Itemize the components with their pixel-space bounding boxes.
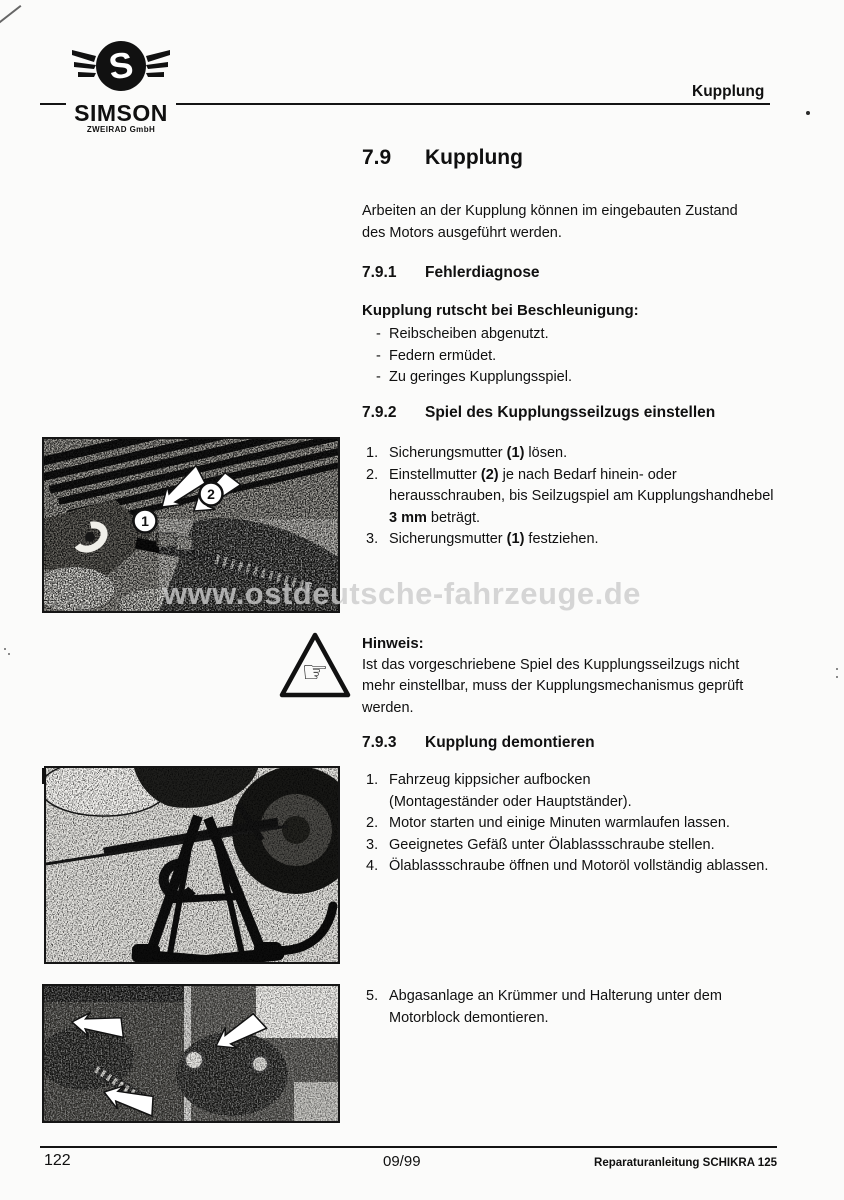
list-item-text: Reibscheiben abgenutzt. (389, 326, 549, 342)
cause-list (376, 324, 572, 389)
section-number: 7.9 (362, 146, 392, 169)
section-heading-79 (362, 146, 523, 170)
list-item (366, 813, 769, 835)
list-item (366, 856, 769, 878)
list-item-text: Fahrzeug kippsicher aufbocken (Montageständer oder Hauptständer). (389, 772, 632, 810)
footer-manual-title: Reparaturanleitung SCHIKRA 125 (594, 1157, 777, 1169)
section-heading-792 (362, 404, 715, 422)
list-item (366, 529, 775, 551)
list-item (366, 986, 769, 1029)
list-item (366, 835, 769, 857)
pointing-hand-triangle-icon (276, 630, 354, 702)
scan-artifact (8, 653, 10, 655)
watermark: www.ostdeutsche-fahrzeuge.de (163, 576, 641, 611)
section-title: Kupplung (425, 146, 523, 169)
brand-subtitle: ZWEIRAD GmbH (86, 125, 156, 134)
section-title: Spiel des Kupplungsseilzugs einstellen (425, 404, 716, 421)
brand-name: SIMSON (74, 100, 168, 126)
section-title: Fehlerdiagnose (425, 264, 540, 281)
list-marker: 1. (366, 445, 379, 461)
list-marker: 1. (366, 772, 379, 788)
footer-rule (40, 1146, 777, 1148)
list-marker: - (376, 347, 381, 364)
scan-artifact (836, 676, 838, 678)
list-item-text: Sicherungsmutter (1) lösen. (389, 445, 568, 461)
scan-artifact (0, 5, 21, 25)
list-item (366, 443, 775, 465)
list-item (376, 367, 572, 389)
simson-winged-s-logo-icon (71, 43, 171, 100)
list-marker: 5. (366, 988, 379, 1004)
list-item-text: Abgasanlage an Krümmer und Halterung unter dem Motorblock demontieren. (389, 988, 722, 1026)
scan-artifact (42, 768, 46, 784)
list-marker: 3. (366, 531, 379, 547)
footer-page-number: 122 (44, 1152, 71, 1169)
scan-artifact (4, 648, 6, 650)
brand-block (66, 38, 176, 134)
section-number: 7.9.2 (362, 404, 397, 421)
list-item (366, 465, 775, 530)
svg-text:1: 1 (141, 513, 149, 529)
figure-motorcycle-on-stand-photo (44, 766, 340, 964)
list-item (366, 770, 769, 813)
list-marker: 4. (366, 858, 379, 874)
running-head-chapter-title: Kupplung (692, 83, 765, 100)
section-number: 7.9.3 (362, 734, 397, 751)
list-item-text: Ölablassschraube öffnen und Motoröl vollständig ablassen. (389, 858, 769, 874)
list-marker: - (376, 369, 381, 385)
svg-text:☞: ☞ (301, 655, 329, 690)
list-item-text: Federn ermüdet. (389, 347, 497, 364)
list-item-text: Einstellmutter (2) je nach Bedarf hinein- oder herausschrauben, bis Seilzugspiel am Kupplungshandhebel 3 mm beträgt. (389, 466, 774, 526)
intro-paragraph: Arbeiten an der Kupplung können im eingebauten Zustand des Motors ausgeführt werden. (362, 203, 738, 241)
section-heading-791 (362, 264, 540, 282)
scan-artifact (806, 111, 810, 115)
section-heading-793 (362, 734, 595, 752)
svg-text:2: 2 (207, 486, 215, 502)
section-number: 7.9.1 (362, 264, 397, 281)
list-item-text: Sicherungsmutter (1) festziehen. (389, 531, 599, 547)
svg-text:S: S (106, 43, 136, 88)
list-marker: 3. (366, 836, 379, 853)
list-item-text: Geeignetes Gefäß unter Ölablassschraube stellen. (389, 836, 715, 853)
step-list-793-continued (366, 986, 769, 1029)
scan-artifact (836, 668, 838, 670)
note-block (362, 633, 764, 719)
list-item (376, 346, 572, 368)
footer-edition-date: 09/99 (383, 1153, 421, 1170)
list-marker: 2. (366, 466, 379, 483)
note-text: Ist das vorgeschriebene Spiel des Kupplungsseilzugs nicht mehr einstellbar, muss der Kupplungsmechanismus geprüft werden. (362, 656, 744, 716)
note-label: Hinweis: (362, 635, 424, 652)
list-marker: - (376, 326, 381, 342)
list-item-text: Motor starten und einige Minuten warmlaufen lassen. (389, 815, 730, 831)
section-title: Kupplung demontieren (425, 734, 595, 751)
figure-exhaust-mounting-photo (42, 984, 340, 1123)
symptom-heading: Kupplung rutscht bei Beschleunigung: (362, 302, 639, 319)
list-item-text: Zu geringes Kupplungsspiel. (389, 369, 572, 385)
step-list-792 (366, 443, 775, 551)
list-marker: 2. (366, 815, 379, 831)
step-list-793 (366, 770, 769, 878)
list-item (376, 324, 572, 346)
